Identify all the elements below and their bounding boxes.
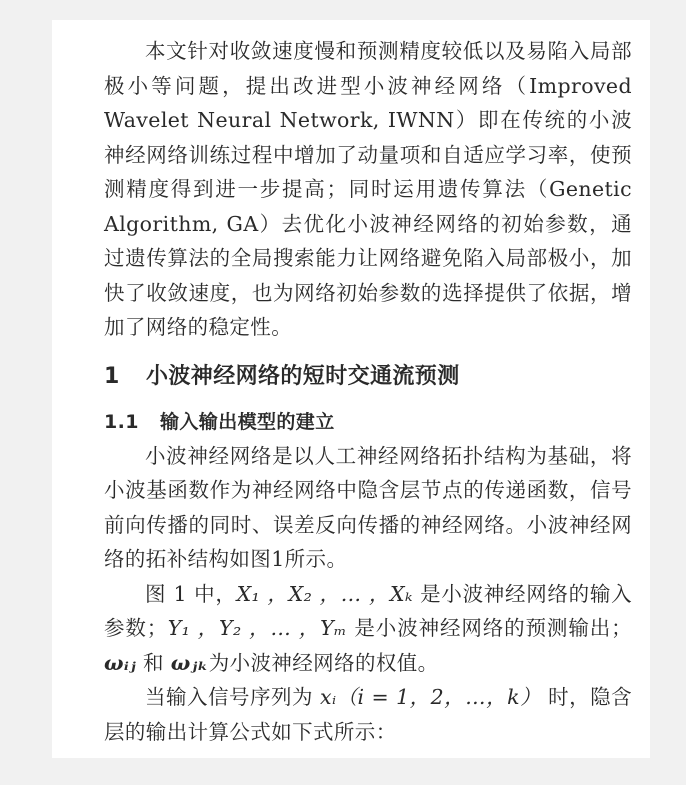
input-variables: X₁ ，X₂ ，… ，Xₖ (236, 581, 413, 606)
body-paragraph-1: 小波神经网络是以人工神经网络拓扑结构为基础，将小波基函数作为神经网络中隐含层节点的传递函数，信号前向传播的同时、误差反向传播的神经网络。小波神经网络的拓补结构如图1所示。 (104, 443, 632, 571)
para2-tail: 为小波神经网络的权值。 (208, 650, 439, 675)
text-column (104, 34, 632, 749)
output-variables: Y₁ ，Y₂ ，… ，Yₘ (167, 616, 347, 640)
para2-mid1: 是小波神经网络的输入参数； (104, 581, 632, 640)
section-title: 小波神经网络的短时交通流预测 (146, 363, 460, 389)
para3-lead: 当输入信号序列为 (145, 685, 320, 709)
para3-tail: 时，隐含层的输出计算公式如下式所示： (104, 685, 632, 744)
subsection-heading (104, 405, 632, 439)
body-paragraph-2 (104, 577, 632, 681)
para2-lead: 图 1 中， (145, 581, 237, 606)
subsection-title: 输入输出模型的建立 (160, 410, 335, 433)
section-heading (104, 361, 632, 393)
para2-mid2: 是小波神经网络的预测输出； (347, 616, 632, 640)
body-paragraph-3 (104, 680, 632, 749)
section-number: 1 (104, 363, 120, 389)
input-sequence: xᵢ（i = 1，2，…，k） (319, 685, 542, 709)
document-page (52, 20, 650, 758)
para2-and: 和 (136, 650, 171, 675)
subsection-number: 1.1 (104, 410, 139, 433)
weight-jk: ωⱼₖ (170, 650, 209, 675)
intro-paragraph: 本文针对收敛速度慢和预测精度较低以及易陷入局部极小等问题，提出改进型小波神经网络（Improved Wavelet Neural Network, IWNN）即在传统的小波神经网络训练过程中增加了动量项和自适应学习率，使预测精度得到进一步提高；同时运用遗传算法（Genetic Algorithm, GA）去优化小波神经网络的初始参数，通过遗传算法的全局搜索能力让网络避免陷入局部极小，加快了收敛速度，也为网络初始参数的选择提供了依据，增加了网络的稳定性。 (104, 39, 632, 339)
weight-ij: ωᵢⱼ (104, 650, 137, 675)
